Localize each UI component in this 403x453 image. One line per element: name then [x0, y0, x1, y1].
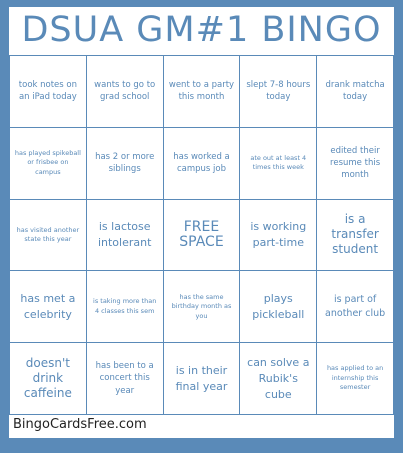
bingo-cell: doesn't drink caffeine: [10, 343, 86, 414]
page-title: DSUA GM#1 BINGO: [9, 7, 394, 53]
bingo-cell: slept 7-8 hours today: [240, 56, 316, 127]
bingo-cell: has met a celebrity: [10, 271, 86, 342]
bingo-cell: is part of another club: [317, 271, 393, 342]
bingo-cell: has 2 or more siblings: [87, 128, 163, 199]
bingo-cell: is lactose intolerant: [87, 200, 163, 271]
bingo-cell: plays pickleball: [240, 271, 316, 342]
bingo-cell: ate out at least 4 times this week: [240, 128, 316, 199]
bingo-cell: is working part-time: [240, 200, 316, 271]
bingo-cell: wants to go to grad school: [87, 56, 163, 127]
free-space-cell: FREE SPACE: [164, 200, 240, 271]
bingo-cell: is taking more than 4 classes this sem: [87, 271, 163, 342]
bingo-cell: has the same birthday month as you: [164, 271, 240, 342]
bingo-card: [9, 7, 394, 438]
bingo-cell: has applied to an internship this semester: [317, 343, 393, 414]
bingo-cell: drank matcha today: [317, 56, 393, 127]
bingo-cell: took notes on an iPad today: [10, 56, 86, 127]
bingo-grid: [9, 55, 394, 415]
bingo-cell: has visited another state this year: [10, 200, 86, 271]
bingo-cell: has been to a concert this year: [87, 343, 163, 414]
bingo-cell: can solve a Rubik's cube: [240, 343, 316, 414]
bingo-cell: edited their resume this month: [317, 128, 393, 199]
bingo-cell: is in their final year: [164, 343, 240, 414]
bingo-cell: is a transfer student: [317, 200, 393, 271]
bingo-cell: went to a party this month: [164, 56, 240, 127]
bingo-cell: has worked a campus job: [164, 128, 240, 199]
bingo-cell: has played spikeball or frisbee on campus: [10, 128, 86, 199]
footer-site-link: BingoCardsFree.com: [13, 417, 147, 432]
